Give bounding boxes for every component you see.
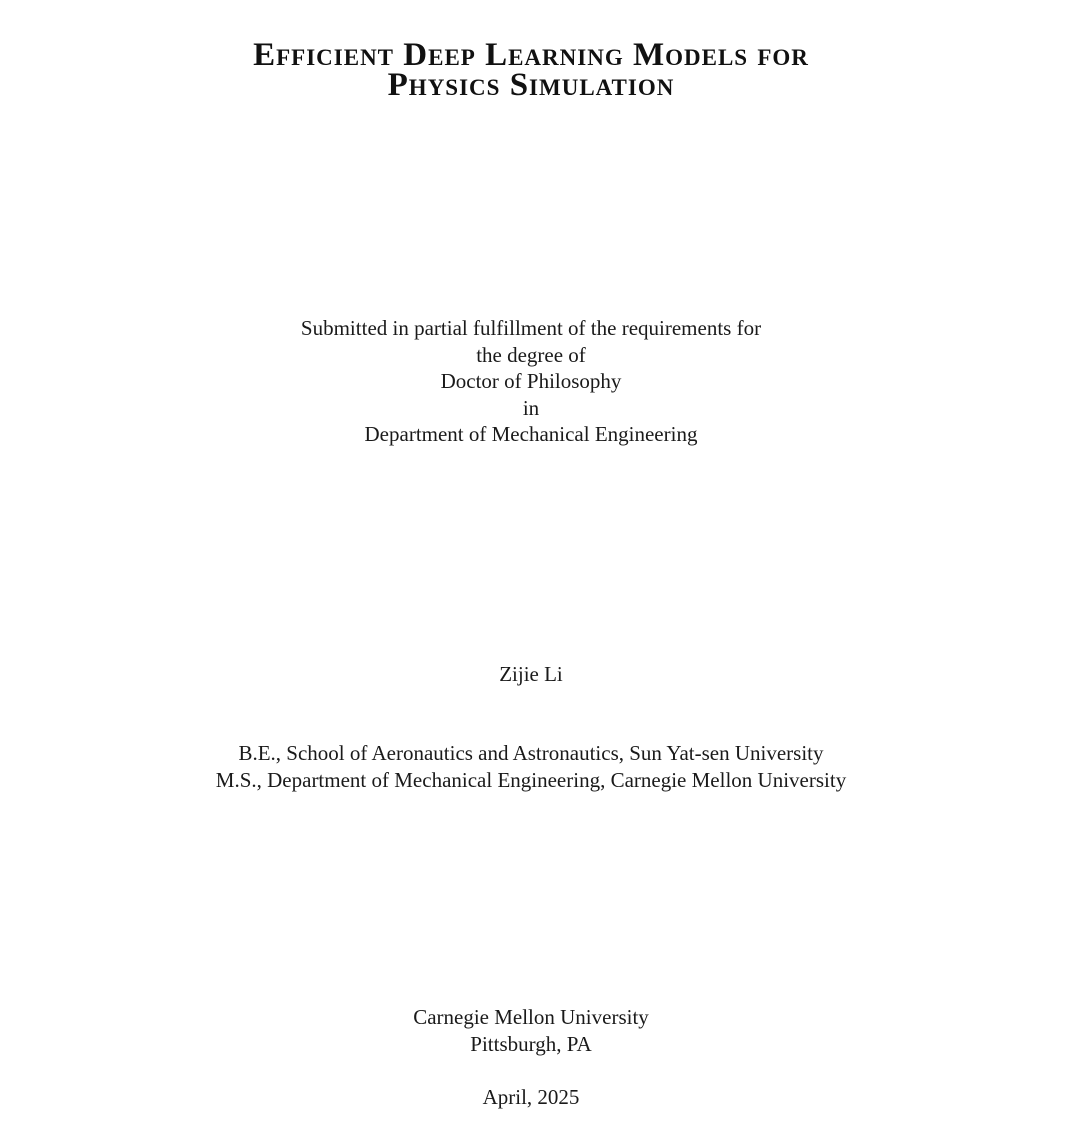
thesis-title-line-2: Physics Simulation [387,67,675,103]
submission-statement [0,315,1062,448]
department-name: Department of Mechanical Engineering [364,422,698,446]
institution [0,1004,1062,1057]
submission-date: April, 2025 [482,1085,580,1109]
institution-name: Carnegie Mellon University [413,1005,649,1029]
submission-line-1: Submitted in partial fulfillment of the requirements for [300,316,762,340]
degree-be: B.E., School of Aeronautics and Astronautics, Sun Yat-sen University [238,741,824,765]
submission-line-4: in [522,395,540,420]
thesis-title-line-1: Efficient Deep Learning Models for [253,37,809,73]
degree-ms: M.S., Department of Mechanical Engineering, Carnegie Mellon University [215,767,847,792]
author-name: Zijie Li [499,662,563,686]
submission-line-2: the degree of [476,342,586,367]
prior-degrees [0,740,1062,793]
institution-location: Pittsburgh, PA [470,1031,592,1056]
degree-name: Doctor of Philosophy [440,369,622,393]
thesis-title [0,37,1062,103]
